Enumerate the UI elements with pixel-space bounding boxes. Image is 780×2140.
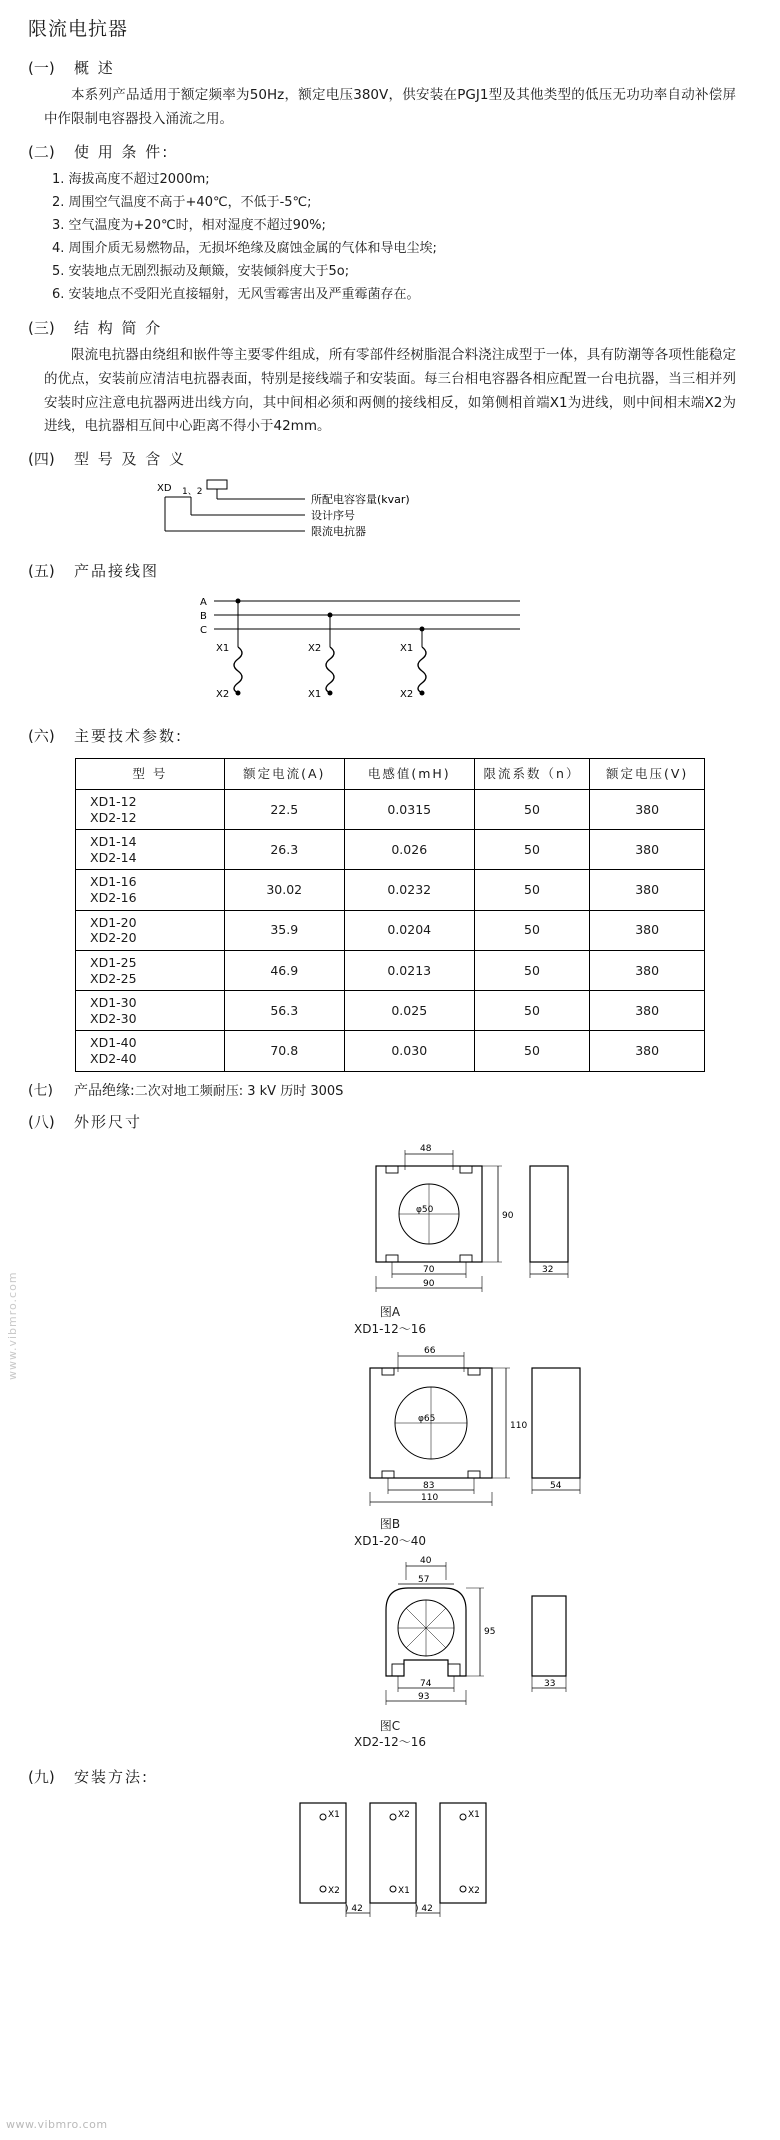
table-row [76, 789, 705, 829]
model-callout-design: 设计序号 [311, 508, 355, 522]
section-number: (六) [28, 726, 55, 745]
cell-model-bottom: XD2-40 [90, 1051, 137, 1067]
list-item: 3. 空气温度为+20℃时，相对湿度不超过90%; [52, 217, 326, 233]
cell-inductance: 0.025 [344, 991, 474, 1031]
phase-label-c: C [200, 624, 207, 636]
figure-a-caption-sub: XD1-12～16 [354, 1322, 426, 1337]
cell-voltage: 380 [590, 991, 705, 1031]
dim-bottom-outer: 110 [421, 1493, 439, 1504]
cell-current: 30.02 [224, 870, 344, 910]
section-heading-dimensions [0, 1104, 780, 1136]
cell-factor: 50 [474, 789, 590, 829]
dim-side-bottom: 54 [550, 1481, 562, 1492]
install-terminal-top: X2 [398, 1810, 410, 1821]
watermark-bottom: www.vibmro.com [6, 2118, 108, 2132]
section-name: 安装方法: [74, 1768, 150, 1787]
dim-inner-diameter: φ65 [418, 1414, 436, 1425]
phase-label-a: A [200, 596, 207, 608]
cell-inductance: 0.0315 [344, 789, 474, 829]
cell-model-bottom: XD2-16 [90, 890, 137, 906]
terminal-label: X1 [400, 642, 414, 654]
cell-model [76, 830, 225, 870]
install-terminal-top: X1 [328, 1810, 340, 1821]
install-gap-dim: ) 42 [415, 1904, 433, 1915]
insulation-value: 二次对地工频耐压: 3 kV 历时 300S [134, 1083, 344, 1099]
figure-a-caption-main: 图A [379, 1305, 401, 1320]
column-header-current: 额定电流(A) [224, 758, 344, 789]
cell-model-top: XD1-12 [90, 793, 137, 809]
cell-factor: 50 [474, 1031, 590, 1071]
cell-model [76, 991, 225, 1031]
dim-bottom-outer: 90 [423, 1279, 435, 1290]
section-heading-insulation [0, 1076, 780, 1105]
cell-factor: 50 [474, 991, 590, 1031]
cell-model-top: XD1-20 [90, 914, 137, 930]
install-terminal-top: X1 [468, 1810, 480, 1821]
dim-right: 110 [510, 1421, 528, 1432]
install-terminal-bottom: X2 [468, 1886, 480, 1897]
section-number: (四) [28, 449, 55, 468]
figure-b-caption-main: 图B [379, 1517, 401, 1532]
wiring-diagram-figure [0, 589, 780, 714]
cell-factor: 50 [474, 910, 590, 950]
cell-model-top: XD1-25 [90, 954, 137, 970]
cell-model [76, 950, 225, 990]
section-name: 产品接线图 [74, 561, 160, 580]
figure-c [0, 1554, 780, 1714]
section-name: 外形尺寸 [74, 1113, 143, 1132]
structure-paragraph: 限流电抗器由绕组和嵌件等主要零件组成，所有零部件经树脂混合料浇注成型于一体，具有防潮等各项性能稳定的优点，安装前应清洁电抗器表面，特别是接线端子和安装面。每三台相电容器各相应配置一台电抗器，当三相并列安装时应注意电抗器两进出线方向，其中间相必须和两侧的接线相反，如第侧相首端X1为进线，则中间相末端X2为进线，电抗器相互间中心距离不得小于42mm。 [44, 347, 736, 435]
terminal-label: X1 [216, 642, 230, 654]
terminal-label: X2 [308, 642, 322, 654]
dim-right: 95 [484, 1626, 496, 1637]
section-heading-wiring [0, 553, 780, 585]
section-name: 概 述 [74, 59, 115, 78]
dim-right: 90 [502, 1211, 514, 1222]
section-heading-installation [0, 1751, 780, 1791]
terminal-label: X2 [216, 688, 230, 700]
section-heading-structure [0, 310, 780, 342]
section-name: 产品绝缘: [74, 1082, 135, 1099]
figure-a [0, 1140, 780, 1300]
dim-top: 48 [420, 1144, 432, 1155]
section-name: 型 号 及 含 义 [74, 449, 187, 468]
section-heading-conditions [0, 134, 780, 166]
table-row [76, 950, 705, 990]
dim-top: 66 [424, 1346, 436, 1357]
cell-inductance: 0.0213 [344, 950, 474, 990]
spec-table [75, 758, 705, 1072]
cell-voltage: 380 [590, 789, 705, 829]
watermark-left: www.vibmro.com [6, 1271, 19, 1380]
install-terminal-bottom: X1 [398, 1886, 410, 1897]
column-header-voltage: 额定电压(V) [590, 758, 705, 789]
list-item: 2. 周围空气温度不高于+40℃，不低于-5℃; [52, 194, 312, 210]
cell-inductance: 0.0232 [344, 870, 474, 910]
cell-model-top: XD1-30 [90, 995, 137, 1011]
section-number: (九) [28, 1768, 55, 1787]
section-number: (五) [28, 561, 55, 580]
cell-current: 46.9 [224, 950, 344, 990]
table-row [76, 870, 705, 910]
cell-factor: 50 [474, 870, 590, 910]
figure-c-caption-sub: XD2-12～16 [354, 1735, 426, 1750]
terminal-label: X1 [308, 688, 322, 700]
installation-figure [0, 1795, 780, 1925]
section-name: 使 用 条 件: [74, 142, 170, 161]
section-number: (一) [28, 59, 55, 78]
section-heading-specs [0, 718, 780, 750]
table-row [76, 1031, 705, 1071]
install-terminal-bottom: X2 [328, 1886, 340, 1897]
section-number: (三) [28, 319, 55, 338]
page-title: 限流电抗器 [28, 18, 129, 40]
cell-voltage: 380 [590, 1031, 705, 1071]
phase-label-b: B [200, 610, 207, 622]
model-prefix-label: XD [157, 482, 172, 494]
section-number: (二) [28, 142, 55, 161]
conditions-list [0, 166, 780, 311]
cell-inductance: 0.0204 [344, 910, 474, 950]
list-item: 4. 周围介质无易燃物品，无损坏绝缘及腐蚀金属的气体和导电尘埃; [52, 241, 437, 257]
section-name: 主要技术参数: [74, 726, 184, 745]
figure-c-caption [0, 1718, 780, 1752]
figure-a-caption [0, 1304, 780, 1338]
cell-voltage: 380 [590, 950, 705, 990]
column-header-factor: 限流系数（n） [474, 758, 590, 789]
cell-factor: 50 [474, 950, 590, 990]
table-row [76, 991, 705, 1031]
cell-current: 35.9 [224, 910, 344, 950]
column-header-inductance: 电感值(mH) [344, 758, 474, 789]
cell-current: 26.3 [224, 830, 344, 870]
table-row [76, 910, 705, 950]
list-item: 1. 海拔高度不超过2000m; [52, 171, 210, 187]
model-callout-capacity: 所配电容容量(kvar) [311, 492, 410, 506]
dim-bottom-outer: 93 [418, 1691, 430, 1702]
cell-model-bottom: XD2-20 [90, 930, 137, 946]
cell-factor: 50 [474, 830, 590, 870]
dim-bottom-inner: 70 [423, 1265, 435, 1276]
section-heading-overview [0, 50, 780, 82]
cell-model-bottom: XD2-12 [90, 809, 137, 825]
dim-side-bottom: 33 [544, 1678, 556, 1689]
section-number: (八) [28, 1113, 55, 1132]
dim-bottom-inner: 74 [420, 1678, 432, 1689]
cell-voltage: 380 [590, 910, 705, 950]
terminal-label: X2 [400, 688, 414, 700]
cell-model-bottom: XD2-30 [90, 1010, 137, 1026]
figure-b-caption-sub: XD1-20～40 [354, 1533, 426, 1548]
cell-current: 22.5 [224, 789, 344, 829]
cell-current: 70.8 [224, 1031, 344, 1071]
section-name: 结 构 简 介 [74, 319, 163, 338]
list-item: 5. 安装地点无剧烈振动及颠簸，安装倾斜度大于5o; [52, 264, 350, 280]
cell-current: 56.3 [224, 991, 344, 1031]
cell-model-top: XD1-14 [90, 834, 137, 850]
model-sub-label: 1、2 [182, 486, 203, 497]
dim-top: 40 [420, 1555, 432, 1566]
figure-c-caption-main: 图C [379, 1718, 401, 1733]
dim-side-bottom: 32 [542, 1265, 554, 1276]
model-callout-product: 限流电抗器 [311, 524, 366, 538]
cell-inductance: 0.026 [344, 830, 474, 870]
cell-inductance: 0.030 [344, 1031, 474, 1071]
dim-inner-diameter: φ50 [416, 1205, 434, 1216]
cell-model [76, 910, 225, 950]
cell-model-top: XD1-16 [90, 874, 137, 890]
cell-model [76, 1031, 225, 1071]
model-code-figure [0, 477, 780, 549]
dim-inner-top: 57 [418, 1574, 430, 1585]
section-heading-model-code [0, 441, 780, 473]
figure-b [0, 1342, 780, 1512]
install-gap-dim: ) 42 [345, 1904, 363, 1915]
section-number: (七) [28, 1082, 53, 1099]
overview-paragraph: 本系列产品适用于额定频率为50Hz，额定电压380V，供安装在PGJ1型及其他类型的低压无功功率自动补偿屏中作限制电容器投入涌流之用。 [44, 87, 736, 128]
cell-model [76, 789, 225, 829]
cell-model-top: XD1-40 [90, 1035, 137, 1051]
table-header-row [76, 758, 705, 789]
list-item: 6. 安装地点不受阳光直接辐射，无风雪霉害出及严重霉菌存在。 [52, 287, 420, 303]
cell-voltage: 380 [590, 830, 705, 870]
column-header-model: 型 号 [76, 758, 225, 789]
cell-model-bottom: XD2-25 [90, 970, 137, 986]
cell-voltage: 380 [590, 870, 705, 910]
figure-b-caption [0, 1516, 780, 1550]
cell-model-bottom: XD2-14 [90, 849, 137, 865]
table-row [76, 830, 705, 870]
cell-model [76, 870, 225, 910]
dim-bottom-inner: 83 [423, 1481, 435, 1492]
